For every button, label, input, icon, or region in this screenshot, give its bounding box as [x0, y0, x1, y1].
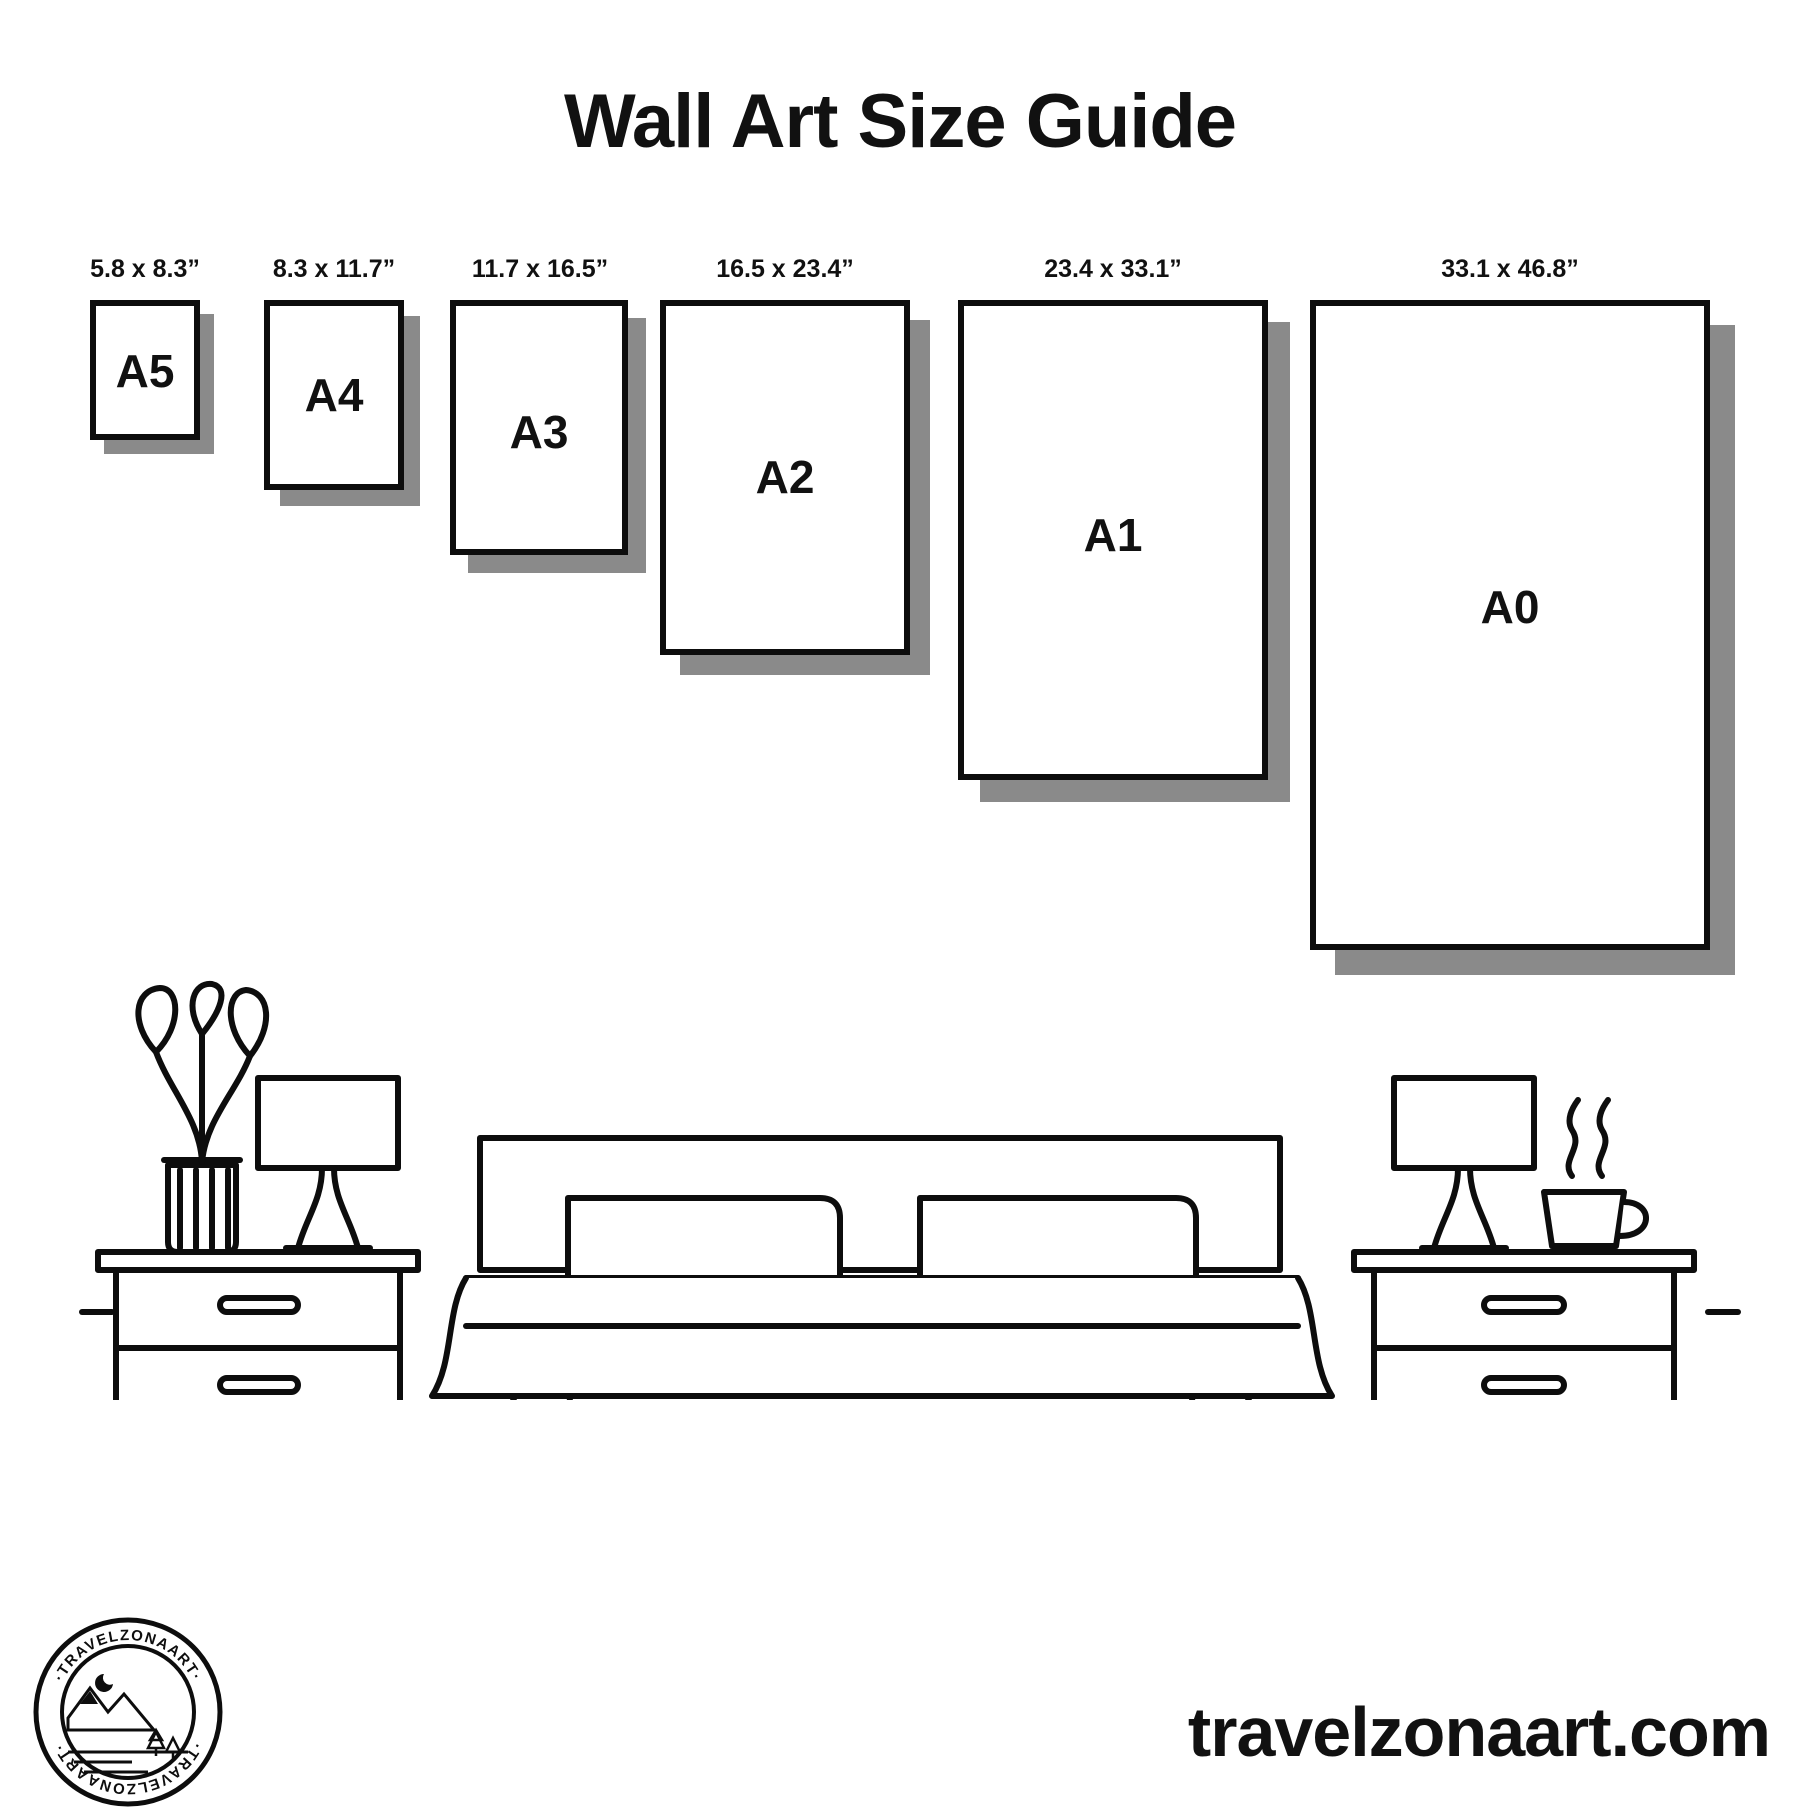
poster-dimensions-a3: 11.7 x 16.5” [471, 255, 609, 283]
poster-dimensions-a4: 8.3 x 11.7” [272, 255, 396, 283]
poster-name-a0: A0 [1480, 581, 1540, 633]
poster-group-a2 [660, 255, 910, 680]
poster-group-a5 [90, 255, 200, 470]
svg-text:·TRAVELZONAART·: ·TRAVELZONAART· [50, 1739, 206, 1798]
poster-group-a4 [264, 255, 404, 510]
page-title: Wall Art Size Guide [563, 79, 1237, 164]
poster-name-a4: A4 [304, 369, 364, 421]
left-nightstand [98, 1252, 418, 1400]
poster-dimensions-a1: 23.4 x 33.1” [1044, 255, 1182, 283]
poster-group-a1 [958, 255, 1268, 800]
poster-name-a5: A5 [115, 345, 175, 397]
poster-dimensions-a2: 16.5 x 23.4” [716, 255, 854, 283]
site-url[interactable]: travelzonaart.com [1187, 1693, 1770, 1771]
svg-text:·TRAVELZONAART·: ·TRAVELZONAART· [50, 1626, 206, 1685]
poster-name-a3: A3 [509, 406, 569, 458]
bed [432, 1138, 1332, 1400]
bedroom-scene [60, 980, 1760, 1400]
plant-vase [138, 984, 266, 1252]
poster-group-a3 [450, 255, 628, 580]
right-lamp [1394, 1078, 1534, 1248]
right-nightstand [1354, 1252, 1694, 1400]
left-lamp [258, 1078, 398, 1248]
poster-dimensions-a0: 33.1 x 46.8” [1441, 255, 1579, 283]
poster-group-a0 [1310, 255, 1710, 960]
poster-dimensions-a5: 5.8 x 8.3” [90, 255, 200, 283]
poster-name-a1: A1 [1083, 509, 1143, 561]
poster-name-a2: A2 [755, 451, 815, 503]
coffee-mug [1544, 1100, 1646, 1246]
brand-logo[interactable] [28, 1612, 228, 1812]
